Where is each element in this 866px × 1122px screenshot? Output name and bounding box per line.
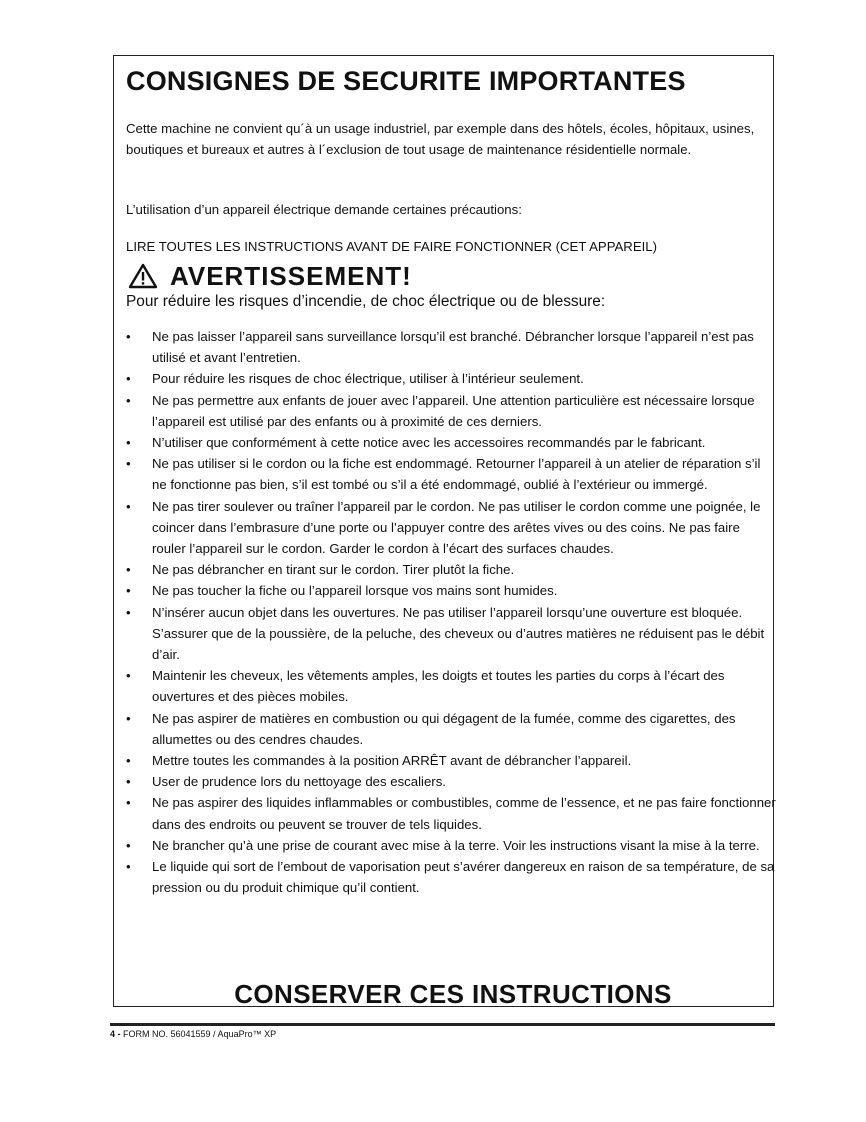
closing-title: CONSERVER CES INSTRUCTIONS [234,979,672,1009]
list-item [126,559,776,580]
bullet-glyph: • [126,774,131,790]
bullet-glyph: • [126,753,131,769]
list-item [126,390,776,432]
bullet-glyph: • [126,710,131,726]
list-item-text: Ne brancher qu’à une prise de courant avec mise à la terre. Voir les instructions visant la mise à la terre. [152,837,760,853]
list-item [126,708,776,750]
bullet-glyph: • [126,329,131,344]
bullet-glyph: • [126,583,131,599]
bullet-glyph: • [126,392,131,408]
list-item-text: Ne pas aspirer des liquides inflammables or combustibles, comme de l’essence, et ne pas faire fonctionner dans des endroits ou peuvent se trouver de tels liquides. [152,795,776,832]
list-item-text: N’utiliser que conformément à cette notice avec les accessoires recommandés par le fabricant. [152,435,706,451]
list-item [126,792,776,834]
list-item [126,665,776,707]
list-item [126,580,776,601]
intro-paragraph: Cette machine ne convient qu´à un usage industriel, par exemple dans des hôtels, écoles, hôpitaux, usines, boutiques et bureaux et autres à l´exclusion de tout usage de maintenance résidentielle normale. [126,121,755,157]
list-item [126,750,776,771]
warning-title: AVERTISSEMENT! [170,261,412,291]
list-item-text: Ne pas tirer soulever ou traîner l’appareil par le cordon. Ne pas utiliser le cordon comme une poignée, le coincer dans l’embrasure d’une porte ou l’appuyer contre des arêtes vives ou des coins. Ne pas faire rouler l’appareil sur le cordon. Garder le cordon à l’écart des surfaces chaudes. [152,498,761,557]
bullet-glyph: • [126,668,131,684]
bullet-glyph: • [126,604,131,620]
list-item-text: Mettre toutes les commandes à la position ARRÊT avant de débrancher l’appareil. [152,753,632,769]
list-item-text: N’insérer aucun objet dans les ouvertures. Ne pas utiliser l’appareil lorsqu’une ouverture est bloquée. S’assurer que de la poussière, de la peluche, des cheveux ou d’autres matières ne réduisent pas le débit d’air. [152,604,765,663]
bullet-glyph: • [126,859,131,875]
list-item-text: Le liquide qui sort de l’embout de vaporisation peut s’avérer dangereux en raison de sa température, de sa pression ou du produit chimique qu’il contient. [152,859,775,896]
form-number: FORM NO. 56041559 / AquaPro™ XP [120,1029,277,1039]
page-title: CONSIGNES DE SECURITE IMPORTANTES [126,66,686,96]
list-item [126,602,776,666]
bullet-glyph: • [126,562,131,578]
warning-subtitle: Pour réduire les risques d’incendie, de choc électrique ou de blessure: [126,293,606,310]
bullet-glyph: • [126,371,131,387]
list-item [126,856,776,898]
list-item [126,496,776,560]
read-all-instructions: LIRE TOUTES LES INSTRUCTIONS AVANT DE FAIRE FONCTIONNER (CET APPAREIL) [126,239,658,254]
bullet-glyph: • [126,837,131,853]
list-item [126,368,776,389]
bullet-glyph: • [126,435,131,451]
list-item-text: Pour réduire les risques de choc électrique, utiliser à l’intérieur seulement. [152,371,584,387]
list-item [126,835,776,856]
bullet-glyph: • [126,456,131,472]
warning-triangle-icon [128,263,158,289]
list-item [126,453,776,495]
bullet-glyph: • [126,795,131,811]
list-item-text: Ne pas laisser l’appareil sans surveillance lorsqu’il est branché. Débrancher lorsque l’appareil n’est pas utilisé et avant l’entretien. [152,329,754,366]
list-item [126,326,776,368]
precautions-paragraph: L’utilisation d’un appareil électrique demande certaines précautions: [126,202,522,217]
page-number: 4 - [110,1029,121,1039]
list-item [126,432,776,453]
warning-heading [128,260,412,292]
list-item-text: Maintenir les cheveux, les vêtements amples, les doigts et toutes les parties du corps à l’écart des ouvertures et des pièces mobiles. [152,668,725,705]
list-item-text: Ne pas aspirer de matières en combustion ou qui dégagent de la fumée, comme des cigarettes, des allumettes ou des cendres chaudes. [152,710,736,747]
list-item-text: Ne pas utiliser si le cordon ou la fiche est endommagé. Retourner l’appareil à un atelier de réparation s’il ne fonctionne pas bien, s’il est tombé ou s’il a été endommagé, oublié à l’extérieur ou immergé. [152,456,761,493]
list-item-text: Ne pas permettre aux enfants de jouer avec l’appareil. Une attention particulière est nécessaire lorsque l’appareil est utilisé par des enfants ou à proximité de ces derniers. [152,392,755,429]
list-item-text: User de prudence lors du nettoyage des escaliers. [152,774,446,790]
safety-list [126,326,776,898]
list-item-text: Ne pas débrancher en tirant sur le cordon. Tirer plutôt la fiche. [152,562,515,578]
page-footer [110,1029,276,1040]
footer-rule [110,1023,775,1026]
list-item-text: Ne pas toucher la fiche ou l’appareil lorsque vos mains sont humides. [152,583,558,599]
list-item [126,771,776,792]
bullet-glyph: • [126,498,131,514]
